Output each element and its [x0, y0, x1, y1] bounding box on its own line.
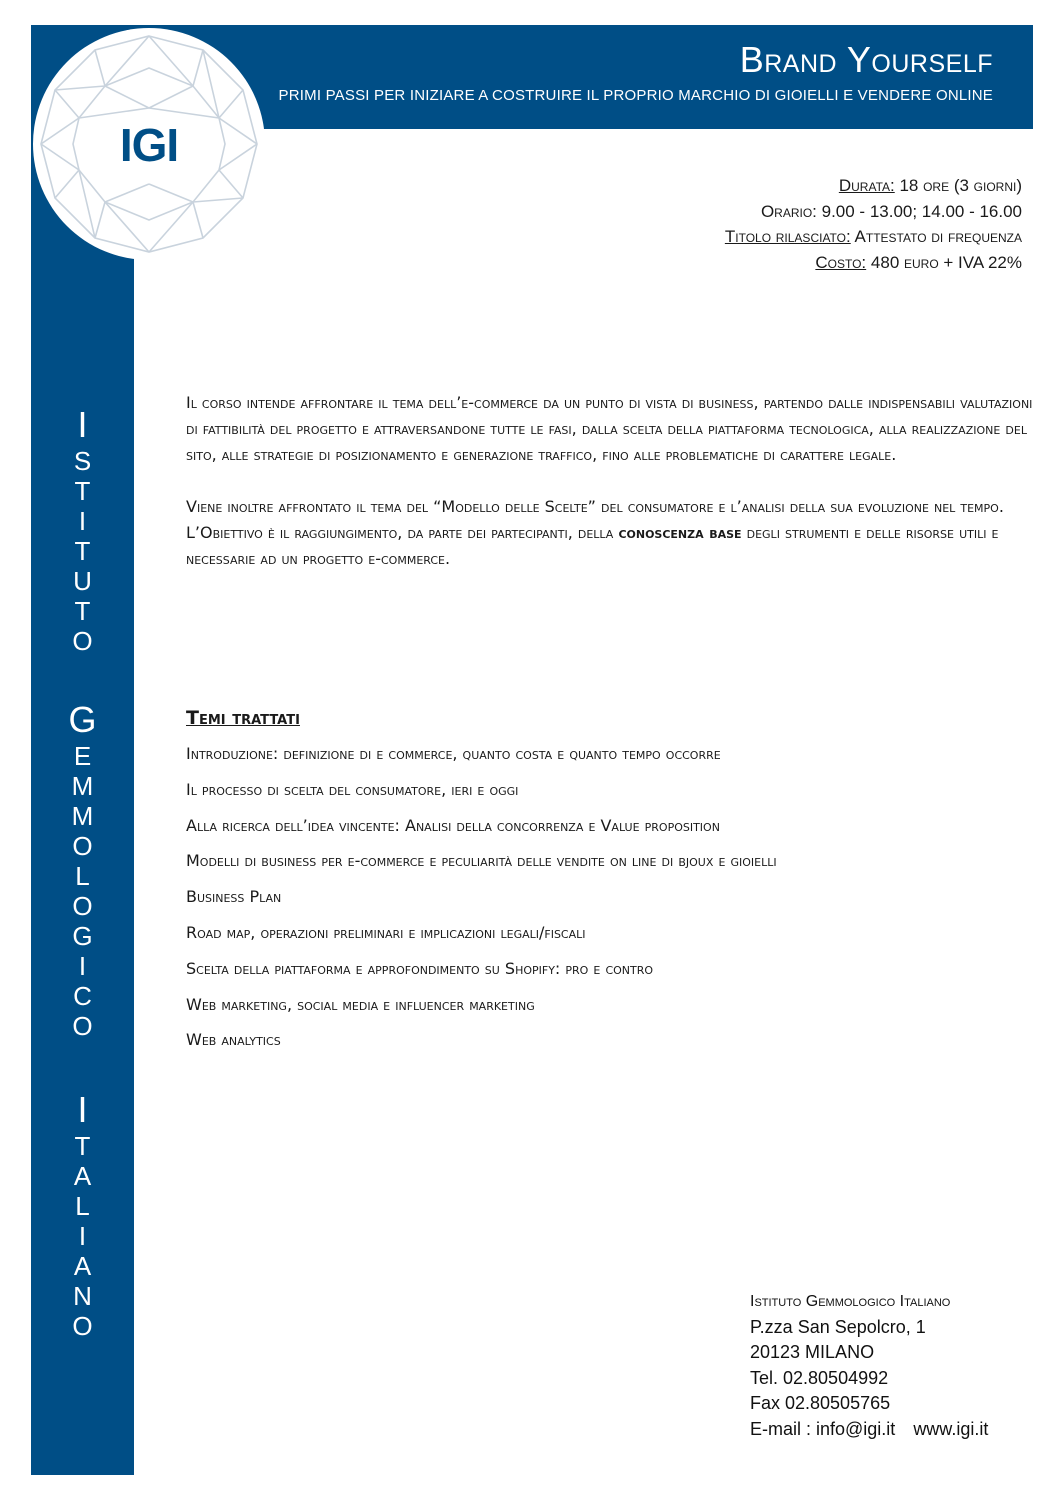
list-item: Modelli di business per e-commerce e peculiarità delle vendite on line di bjoux e gioielli	[186, 851, 777, 871]
info-cost-label: Costo:	[815, 252, 867, 272]
phone: Tel. 02.80504992	[750, 1367, 889, 1388]
sidebar-letter: O	[72, 831, 93, 861]
city: 20123 MILANO	[750, 1342, 875, 1362]
sidebar-letter: O	[72, 1011, 93, 1041]
info-title-value: Attestato di frequenza	[854, 227, 1022, 246]
description-paragraph: Il corso intende affrontare il tema dell’e-commerce da un punto di vista di business, partendo dalle indispensabili valutazioni di fattibilità del progetto e attraversandone tutte le fasi, dalla scelta della piattaforma tecnologica, alla realizzazione del sito, alle strategie di posizionamento e generazione traffico, fino alle problematiche di carattere legale.	[186, 393, 1033, 464]
list-item: Business Plan	[186, 887, 282, 907]
sidebar-letter: I	[77, 404, 88, 445]
topics-section	[186, 704, 1016, 1058]
list-item: Alla ricerca dell’idea vincente: Analisi della concorrenza e Value proposition	[186, 815, 720, 835]
sidebar-letter: M	[71, 801, 94, 831]
sidebar-letter: E	[73, 741, 92, 771]
list-item: Road map, operazioni preliminari e implicazioni legali/fiscali	[186, 922, 586, 942]
gem-logo	[33, 28, 265, 260]
sidebar-letter: O	[72, 626, 93, 656]
objective-text: degli strumenti e delle risorse utili e necessarie ad un progetto e-commerce.	[186, 523, 999, 568]
info-schedule	[725, 199, 1022, 225]
logo-text: IGI	[119, 119, 179, 171]
objective-text: L’Obiettivo è il raggiungimento, da parte dei partecipanti, della	[186, 523, 619, 542]
sidebar-letter: I	[77, 1089, 88, 1130]
sidebar-letter: I	[78, 1221, 87, 1251]
info-title-label: Titolo rilasciato:	[724, 227, 851, 246]
info-schedule-value: 9.00 - 13.00; 14.00 - 16.00	[821, 201, 1022, 221]
info-duration-label: Durata:	[838, 176, 895, 195]
sidebar-letter: T	[74, 476, 91, 506]
sidebar-letter: O	[72, 1311, 93, 1341]
info-duration-value: 18 ore (3 giorni)	[899, 176, 1022, 195]
address: P.zza San Sepolcro, 1	[750, 1316, 926, 1337]
sidebar-letter: T	[74, 536, 91, 566]
sidebar-letter: L	[75, 1191, 90, 1221]
course-description	[186, 390, 1038, 572]
info-duration	[725, 173, 1022, 199]
sidebar-letter: I	[78, 951, 87, 981]
sidebar-word-italiano	[31, 1089, 134, 1341]
contact-block	[750, 1289, 988, 1442]
sidebar-letter: M	[71, 771, 94, 801]
topics-heading: Temi trattati	[186, 707, 300, 729]
brand-title: Brand Yourself	[739, 39, 993, 80]
email-line	[750, 1417, 988, 1443]
description-paragraph: Viene inoltre affrontato il tema del “Modello delle Scelte” del consumatore e l’analisi della sua evoluzione nel tempo.	[186, 497, 1004, 516]
sidebar-letter: A	[73, 1161, 92, 1191]
brand-subtitle: PRIMI PASSI PER INIZIARE A COSTRUIRE IL PROPRIO MARCHIO DI GIOIELLI E VENDERE ONLINE	[278, 87, 993, 104]
sidebar-letter: G	[72, 921, 93, 951]
list-item: Web marketing, social media e influencer marketing	[186, 994, 535, 1014]
sidebar-letter: S	[73, 446, 92, 476]
sidebar-letter: I	[78, 506, 87, 536]
sidebar-word-gemmologico	[31, 699, 134, 1041]
sidebar-letter: L	[75, 861, 90, 891]
list-item: Il processo di scelta del consumatore, ieri e oggi	[186, 779, 519, 799]
description-paragraph	[186, 520, 1038, 572]
sidebar-letter: T	[74, 596, 91, 626]
list-item: Scelta della piattaforma e approfondimento su Shopify: pro e contro	[186, 958, 654, 978]
course-info	[725, 173, 1022, 275]
org-name: Istituto Gemmologico Italiano	[750, 1293, 951, 1310]
sidebar-letter: A	[73, 1251, 92, 1281]
fax: Fax 02.80505765	[750, 1393, 891, 1413]
list-item: Introduzione: definizione di e commerce, quanto costa e quanto tempo occorre	[186, 744, 721, 763]
sidebar-word-istituto	[31, 404, 134, 656]
objective-highlight: conoscenza base	[618, 523, 742, 542]
info-title	[725, 224, 1022, 250]
sidebar-letter: N	[73, 1281, 92, 1311]
sidebar-letter: C	[73, 981, 92, 1011]
sidebar-letter: T	[74, 1131, 91, 1161]
info-cost-value: 480 euro + IVA 22%	[870, 252, 1022, 272]
sidebar-letter: U	[73, 566, 92, 596]
sidebar-letter: O	[72, 891, 93, 921]
sidebar-letter: G	[68, 699, 97, 740]
info-schedule-label: Orario:	[760, 201, 817, 221]
website-link[interactable]: www.igi.it	[913, 1418, 989, 1439]
topics-list	[186, 736, 1016, 1058]
email[interactable]: E-mail : info@igi.it	[750, 1418, 896, 1439]
info-cost	[725, 250, 1022, 276]
list-item: Web analytics	[186, 1030, 281, 1050]
